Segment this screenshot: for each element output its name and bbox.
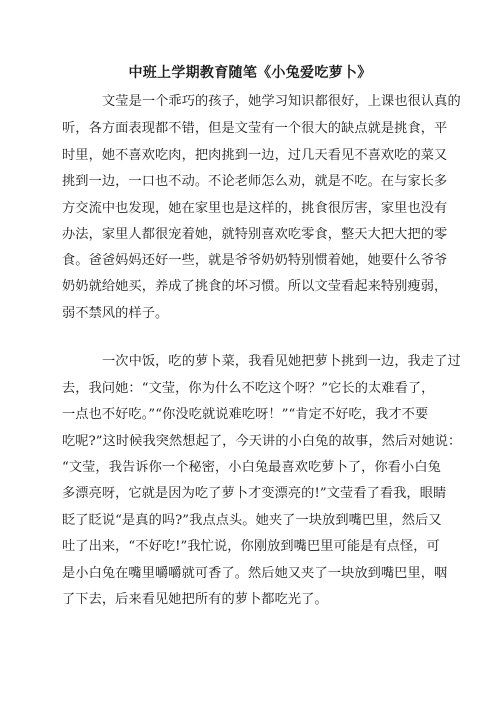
paragraph-1-line: 办法，家里人都很宠着她，就特别喜欢吃零食，整天大把大把的零	[62, 227, 448, 242]
paragraph-1-line: 听，各方面表现都不错，但是文莹有一个很大的缺点就是挑食，平	[62, 121, 448, 136]
paragraph-2-line: 一次中饭，吃的萝卜菜，我看见她把萝卜挑到一边，我走了过	[102, 354, 461, 369]
paragraph-2-line: 是小白兔在嘴里嚼嚼就可香了。然后她又夹了一块放到嘴巴里，咽	[62, 566, 448, 581]
paragraph-1-line: 奶奶就给她买，养成了挑食的坏习惯。所以文莹看起来特别瘦弱，	[62, 279, 448, 294]
paragraph-1-line: 时里，她不喜欢吃肉，把肉挑到一边，过几天看见不喜欢吃的菜又	[62, 148, 448, 163]
paragraph-1-line: 文莹是一个乖巧的孩子，她学习知识都很好，上课也很认真的	[102, 94, 461, 109]
paragraph-1-line: 食。爸爸妈妈还好一些，就是爷爷奶奶特别惯着她，她要什么爷爷	[62, 253, 448, 268]
paragraph-2-line: 了下去，后来看见她把所有的萝卜都吃光了。	[62, 592, 328, 607]
paragraph-2-line: 多漂亮呀，它就是因为吃了萝卜才变漂亮的!”文莹看了看我，眼睛	[62, 486, 447, 501]
paragraph-2-line: 一点也不好吃。”“你没吃就说难吃呀！”“肯定不好吃，我才不要	[62, 407, 429, 422]
paragraph-1-line: 弱不禁风的样子。	[62, 306, 169, 321]
document-title: 中班上学期教育随笔《小兔爱吃萝卜》	[128, 65, 372, 81]
paragraph-2-line: 吃呢?”这时候我突然想起了，今天讲的小白兔的故事，然后对她说：	[62, 434, 462, 449]
paragraph-2-line: “文莹，我告诉你一个秘密，小白兔最喜欢吃萝卜了，你看小白兔	[62, 460, 441, 475]
paragraph-1-line: 挑到一边，一口也不动。不论老师怎么劝，就是不吃。在与家长多	[62, 174, 448, 189]
paragraph-2-line: 眨了眨说“是真的吗?”我点点头。她夹了一块放到嘴巴里，然后又	[62, 513, 442, 528]
paragraph-2-line: 去，我问她：“文莹，你为什么不吃这个呀？”它长的太难看了，	[62, 381, 435, 396]
paragraph-1-line: 方交流中也发现，她在家里也是这样的，挑食很厉害，家里也没有	[62, 201, 448, 216]
paragraph-2-line: 吐了出来，“不好吃!”我忙说，你刚放到嘴巴里可能是有点怪，可	[62, 539, 440, 554]
